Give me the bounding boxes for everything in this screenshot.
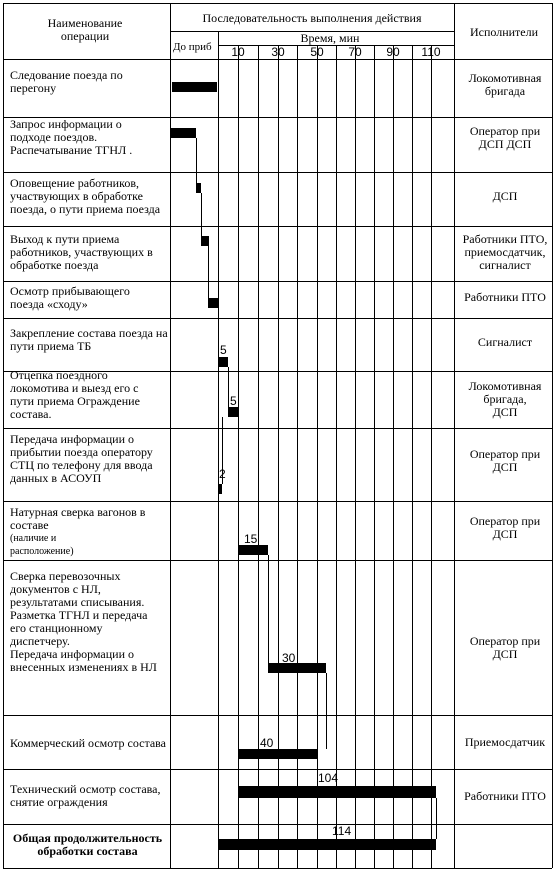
- executor-name: Работники ПТО, приемосдатчик, сигналист: [462, 232, 548, 272]
- row-divider: [3, 824, 552, 825]
- sequence-connector: [196, 138, 197, 183]
- operation-name: Общая продолжительность обработки состава: [12, 831, 163, 858]
- duration-bar: [208, 298, 218, 308]
- duration-label: 5: [230, 394, 237, 408]
- time-grid-line: [317, 45, 318, 868]
- executor-name: Локомотивная бригада: [468, 71, 542, 98]
- executor-name: Оператор при ДСП: [469, 447, 541, 474]
- duration-bar: [201, 236, 209, 246]
- time-tick-label: 110: [421, 45, 441, 59]
- row-divider: [3, 226, 552, 227]
- duration-label: 40: [260, 736, 274, 750]
- duration-label: 15: [244, 532, 258, 546]
- duration-bar: [196, 183, 201, 193]
- duration-bar: [218, 357, 228, 367]
- sequence-connector: [268, 555, 269, 663]
- row-divider: [3, 428, 552, 429]
- time-tick-label: 50: [310, 45, 324, 59]
- operation-name: Оповещение работников, участвующих в обработке поезда, о пути приема поезда: [10, 176, 161, 216]
- time-grid-line: [336, 45, 337, 868]
- time-grid-line: [238, 45, 239, 868]
- sequence-connector: [201, 193, 202, 236]
- time-grid-line: [393, 45, 394, 868]
- duration-bar: [218, 839, 436, 850]
- operation-name: Закрепление состава поезда на пути приема ТБ: [10, 326, 168, 353]
- operation-name: Отцепка поездного локомотива и выезд его с пути приема Ограждение состава.: [10, 368, 140, 421]
- executor-name: Работники ПТО: [464, 789, 546, 803]
- executor-name: Приемосдатчик: [464, 735, 546, 749]
- operation-note: (наличие и расположение): [10, 533, 74, 557]
- executor-name: ДСП: [492, 189, 518, 203]
- row-divider: [3, 281, 552, 282]
- row-divider: [3, 172, 552, 173]
- duration-label: 114: [332, 824, 352, 838]
- operation-name: Осмотр прибывающего поезда «сходу»: [10, 284, 130, 311]
- duration-bar: [238, 749, 317, 759]
- row-divider: [3, 769, 552, 770]
- row-divider: [3, 560, 552, 561]
- executor-name: Оператор при ДСП ДСП: [469, 124, 541, 151]
- executor-name: Сигналист: [477, 335, 533, 349]
- time-grid-line: [278, 45, 279, 868]
- operation-name: Сверка перевозочных документов с НЛ, результатами списывания. Разметка ТГНЛ и передача его станционному диспетчеру. Передача информации о внесенных изменениях в НЛ: [10, 569, 157, 674]
- time-grid-line: [355, 45, 356, 868]
- table-left-border: [3, 3, 4, 868]
- operation-name: Передача информации о прибытии поезда оператору СТЦ по телефону для ввода данных в АСОУП: [10, 432, 153, 485]
- time-grid-line: [258, 45, 259, 868]
- row-divider: [3, 318, 552, 319]
- operation-name: Натурная сверка вагонов в составе (наличие и расположение): [10, 506, 175, 558]
- sequence-connector: [228, 367, 229, 407]
- duration-label: 2: [219, 467, 226, 481]
- duration-bar: [170, 128, 196, 138]
- time-axis-label: Время, мин: [300, 31, 360, 45]
- operation-name: Коммерческий осмотр состава: [10, 736, 167, 750]
- duration-bar: [238, 545, 268, 555]
- column-header-sequence: Последовательность выполнения действия: [202, 11, 422, 25]
- duration-bar: [172, 82, 217, 92]
- duration-label: 5: [220, 343, 227, 357]
- time-grid-line: [431, 45, 432, 868]
- column-header-executor: Исполнители: [469, 25, 539, 39]
- row-divider: [3, 501, 552, 502]
- sequence-connector: [218, 308, 219, 357]
- operation-name: Следование поезда по перегону: [10, 68, 123, 95]
- time-grid-line: [412, 45, 413, 868]
- executor-name: Оператор при ДСП: [469, 634, 541, 661]
- executor-name: Работники ПТО: [464, 290, 546, 304]
- duration-label: 30: [282, 651, 296, 665]
- duration-label: 104: [318, 771, 339, 785]
- operation-name: Выход к пути приема работников, участвующих в обработке поезда: [10, 232, 153, 272]
- arrival-divider: [218, 31, 219, 868]
- column-header-operation: Наименование операции: [47, 16, 123, 43]
- sequence-connector: [436, 798, 437, 839]
- executor-name: Оператор при ДСП: [469, 514, 541, 541]
- sequence-connector: [326, 673, 327, 749]
- sequence-connector: [222, 417, 223, 484]
- duration-bar: [268, 663, 326, 673]
- before-arrival-label: До приб: [173, 41, 212, 53]
- time-tick-label: 70: [348, 45, 362, 59]
- time-tick-label: 10: [231, 45, 245, 59]
- duration-bar: [218, 484, 222, 494]
- operation-name: Запрос информации о подходе поездов. Распечатывание ТГНЛ .: [10, 117, 133, 157]
- sequence-connector: [208, 246, 209, 298]
- duration-bar: [238, 786, 436, 798]
- time-grid-line: [297, 45, 298, 868]
- operation-name: Технический осмотр состава, снятие ограждения: [10, 782, 161, 809]
- row-divider: [3, 715, 552, 716]
- executor-name: Локомотивная бригада, ДСП: [468, 379, 542, 419]
- sequence-connector: [238, 494, 239, 545]
- table-bottom-border: [3, 868, 552, 869]
- duration-bar: [228, 407, 238, 417]
- time-tick-label: 30: [271, 45, 285, 59]
- time-grid-line: [374, 45, 375, 868]
- time-tick-label: 90: [386, 45, 400, 59]
- table-top-border: [3, 3, 552, 4]
